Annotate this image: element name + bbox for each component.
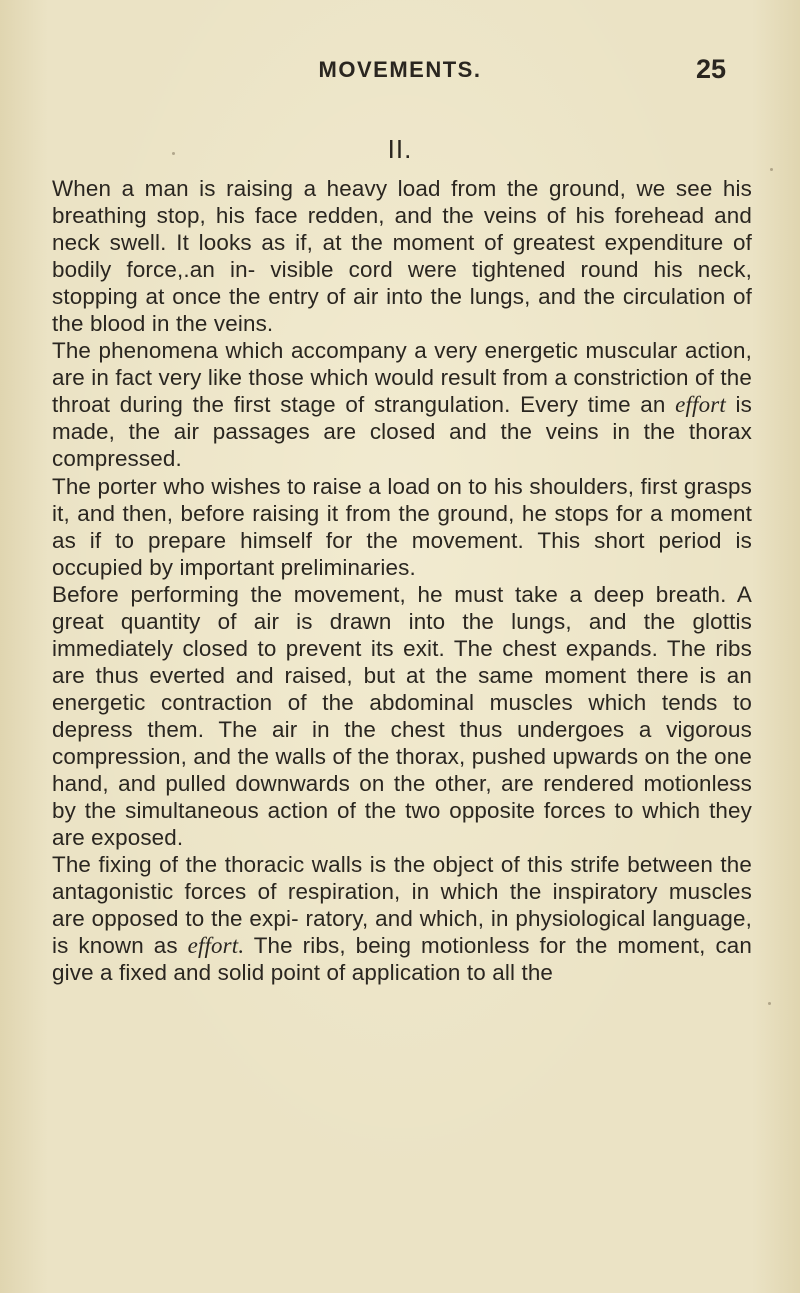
page-header	[0, 50, 800, 90]
paragraph-5	[52, 851, 752, 986]
paragraph-2	[52, 337, 752, 472]
paragraph-5-text-a: The fixing of the thoracic walls is the object of this strife between the antagonistic forces of respiration, in which the inspiratory muscles are opposed to the expi- ratory, and which, in physiological language, is known as	[52, 852, 752, 959]
paper-speck	[768, 1002, 771, 1005]
paragraph-4: Before performing the movement, he must take a deep breath. A great quantity of air is drawn into the lungs, and the glottis immediately closed to prevent its exit. The chest expands. The ribs are thus everted and raised, but at the same moment there is an energetic contraction of the abdominal muscles which tends to depress them. The air in the chest thus undergoes a vigorous compression, and the walls of the thorax, pushed upwards on the one hand, and pulled downwards on the other, are rendered motionless by the simultaneous action of the two opposite forces to which they are exposed.	[52, 581, 752, 851]
paragraph-1: When a man is raising a heavy load from the ground, we see his breathing stop, his face redden, and the veins of his forehead and neck swell. It looks as if, at the moment of greatest expenditure of bodily force,.an in- visible cord were tightened round his neck, stopping at once the entry of air into the lungs, and the circulation of the blood in the veins.	[52, 176, 752, 337]
paper-speck	[770, 168, 773, 171]
page-number: 25	[695, 54, 726, 84]
running-title: MOVEMENTS.	[318, 57, 482, 82]
paper-speck	[172, 152, 175, 155]
section-heading: II.	[387, 134, 413, 164]
paragraph-2-text-a: The phenomena which accompany a very energetic muscular action, are in fact very like those which would result from a constriction of the throat during the first stage of strangulation. Every time an	[52, 338, 752, 418]
body-text	[52, 175, 752, 986]
emphasis-effort: effort	[675, 392, 726, 418]
paragraph-5-text-b: The ribs, being motionless for the moment, can give a fixed and solid point of application to all the	[52, 933, 752, 986]
paragraph-2-text-b: is made, the air passages are closed and the veins in the thorax compressed.	[52, 392, 752, 472]
emphasis-effort-2: effort.	[187, 933, 245, 959]
paragraph-3: The porter who wishes to raise a load on to his shoulders, first grasps it, and then, before raising it from the ground, he stops for a moment as if to prepare himself for the movement. This short period is occupied by important preliminaries.	[52, 473, 752, 580]
